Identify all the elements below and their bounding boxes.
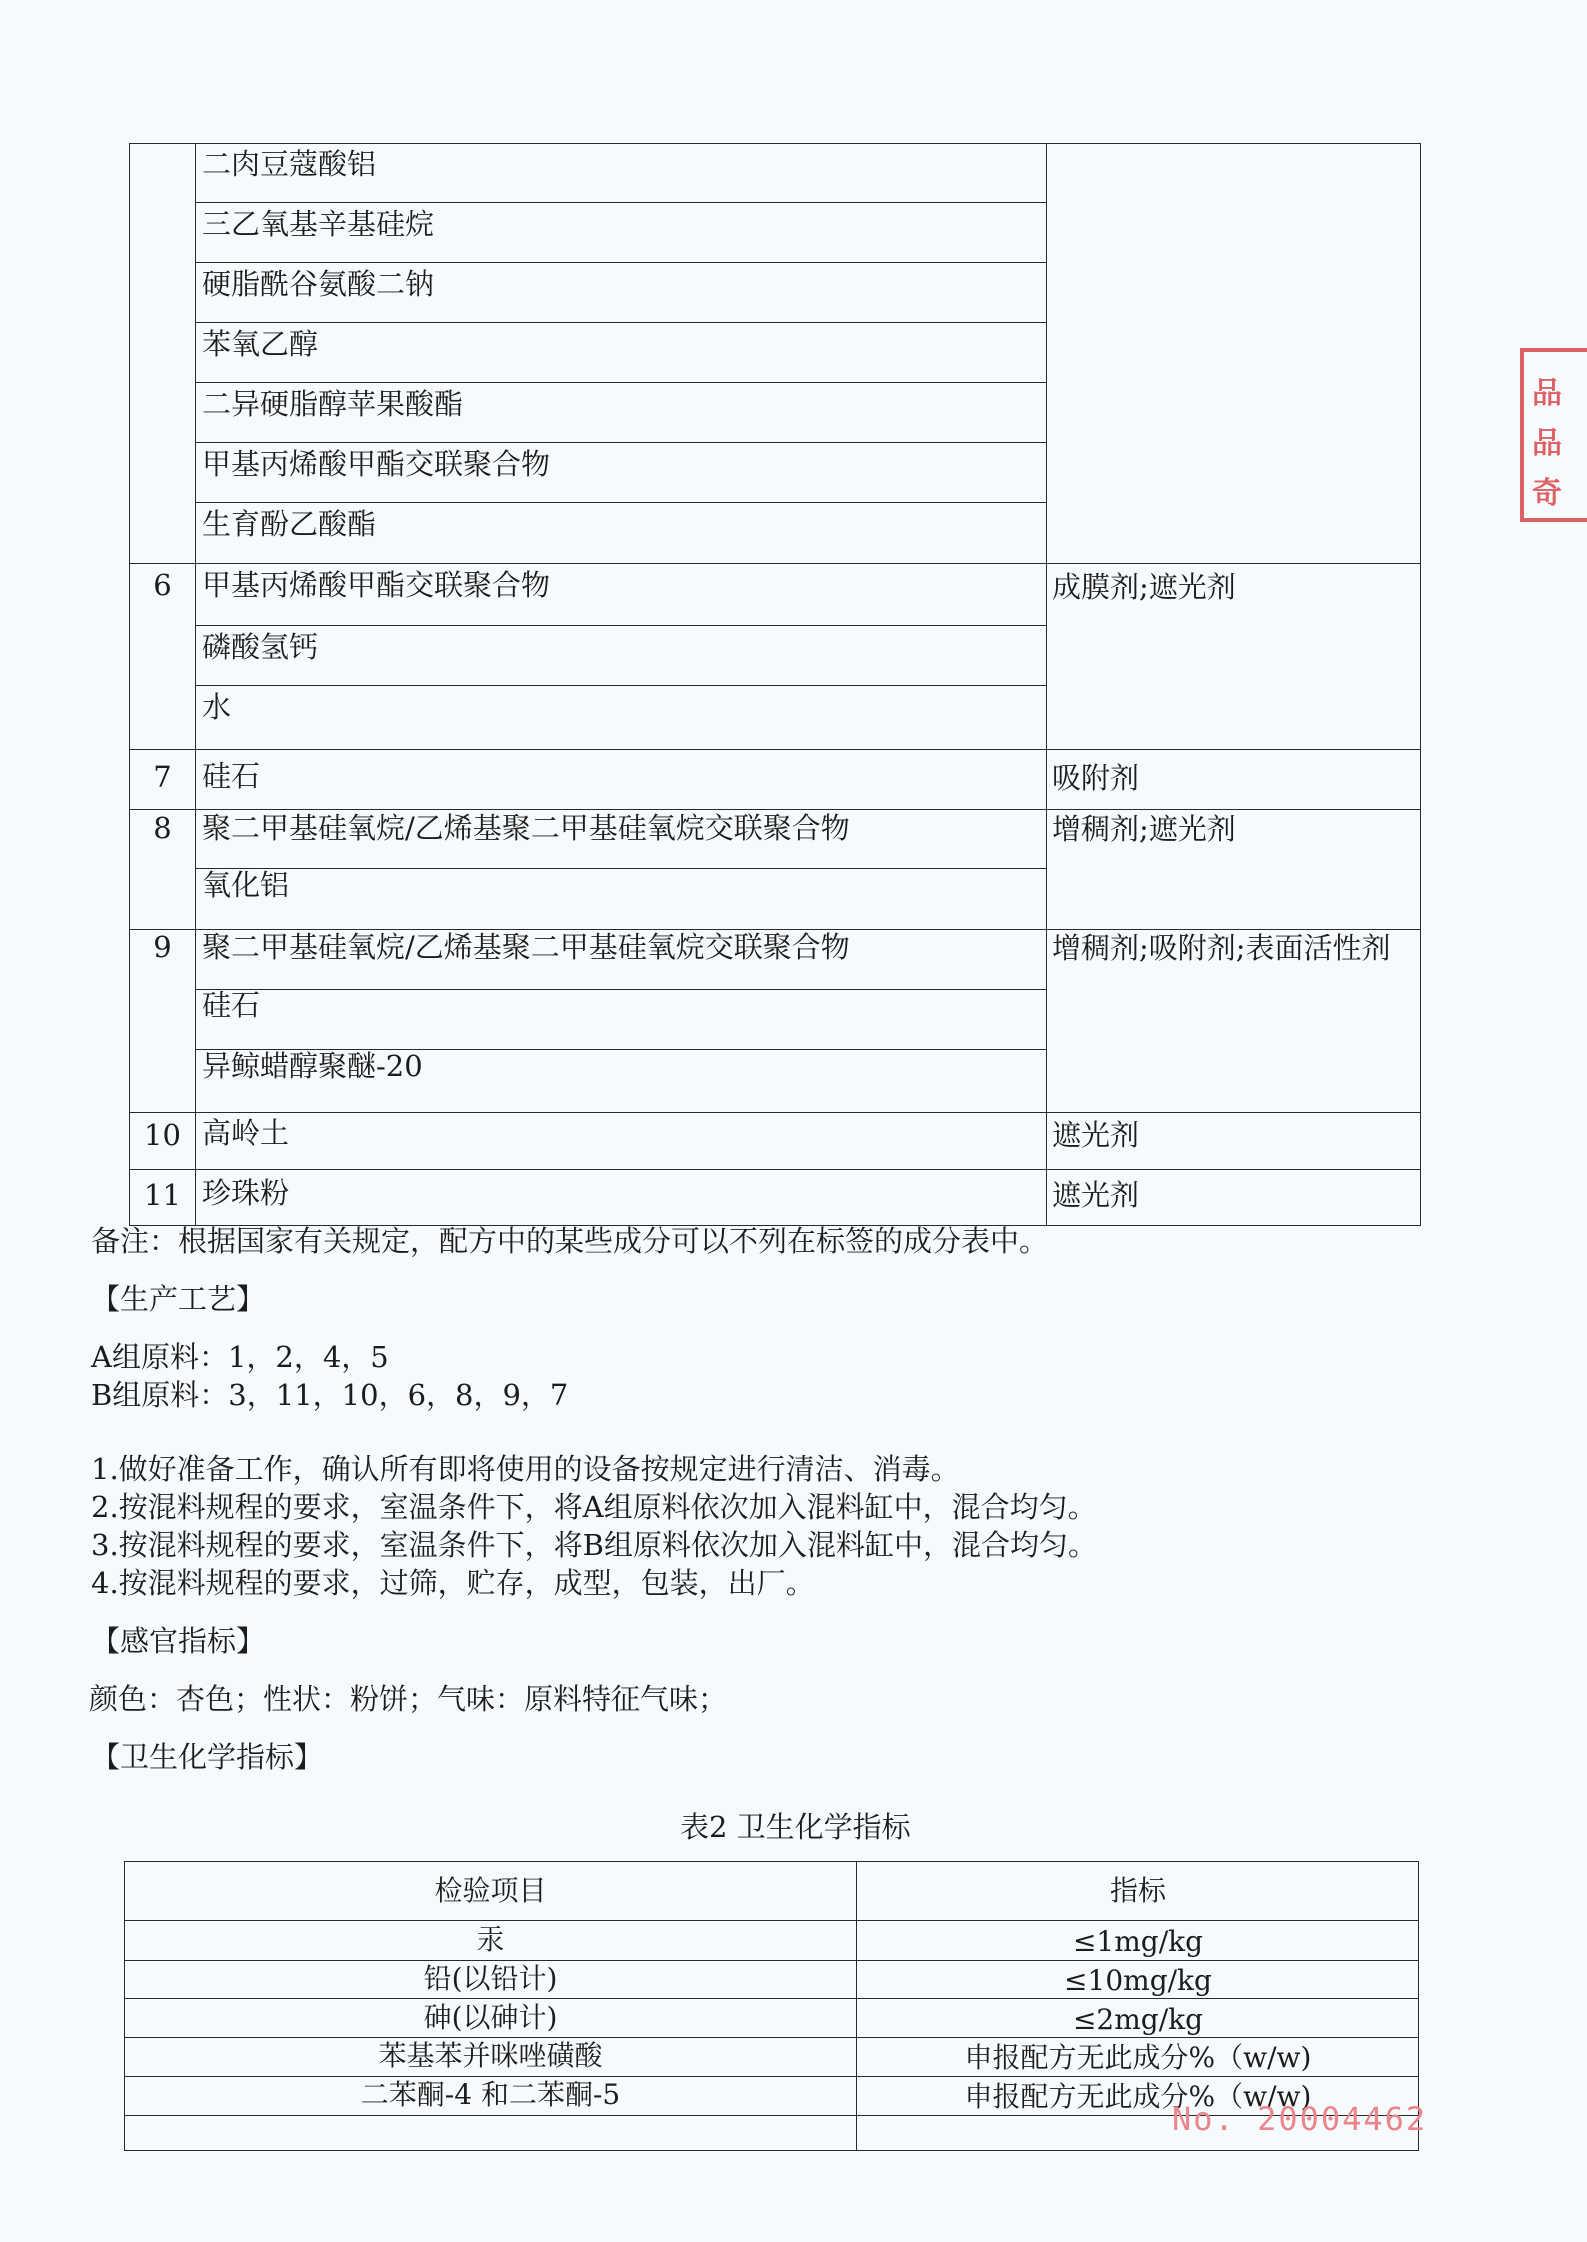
table-divider [195, 382, 1046, 383]
table-row-item: 铅(以铅计) [423, 1962, 558, 1995]
function-cell: 增稠剂;吸附剂;表面活性剂 [1052, 931, 1391, 965]
table-row-limit: ≤1mg/kg [1072, 1925, 1204, 1958]
table-divider [125, 1920, 1418, 1921]
formula-table [129, 143, 1421, 1226]
table-divider [1046, 144, 1047, 1225]
ingredient-cell: 二异硬脂醇苹果酸酯 [202, 387, 464, 421]
process-heading: 【生产工艺】 [91, 1282, 266, 1316]
table-row-limit: ≤10mg/kg [1064, 1964, 1212, 1997]
ingredient-cell: 氧化铝 [202, 868, 290, 902]
table2-title: 表2 卫生化学指标 [680, 1810, 911, 1844]
hygiene-heading: 【卫生化学指标】 [91, 1740, 324, 1774]
table-divider [856, 1862, 857, 2150]
process-step: 1.做好准备工作，确认所有即将使用的设备按规定进行清洁、消毒。 [91, 1452, 960, 1486]
function-cell: 增稠剂;遮光剂 [1052, 812, 1236, 846]
ingredient-cell: 硅石 [202, 988, 261, 1022]
function-cell: 遮光剂 [1052, 1178, 1140, 1212]
group-a-materials: A组原料：1，2，4，5 [91, 1340, 389, 1374]
table-divider [195, 868, 1046, 869]
ingredient-cell: 生育酚乙酸酯 [202, 507, 377, 541]
ingredient-cell: 磷酸氢钙 [202, 630, 319, 664]
function-cell: 遮光剂 [1052, 1118, 1140, 1152]
ingredient-cell: 聚二甲基硅氧烷/乙烯基聚二甲基硅氧烷交联聚合物 [202, 811, 850, 845]
group-b-materials: B组原料：3，11，10，6，8，9，7 [91, 1378, 569, 1412]
table-divider [195, 625, 1046, 626]
seal-char: 品 [1532, 426, 1562, 461]
row-number: 9 [153, 930, 172, 964]
row-number: 10 [144, 1118, 181, 1152]
ingredient-cell: 高岭土 [202, 1116, 290, 1150]
table-divider [195, 322, 1046, 323]
ingredient-cell: 二肉豆蔻酸铝 [202, 147, 377, 181]
table-note: 备注：根据国家有关规定，配方中的某些成分可以不列在标签的成分表中。 [91, 1224, 1049, 1258]
seal-stamp [1520, 348, 1587, 522]
table-divider [130, 1112, 1420, 1113]
ingredient-cell: 珍珠粉 [202, 1176, 290, 1210]
function-cell: 成膜剂;遮光剂 [1052, 570, 1236, 604]
table-row-limit: 申报配方无此成分%（w/w) [964, 2041, 1312, 2074]
table-header-item: 检验项目 [434, 1874, 547, 1907]
ingredient-cell: 异鲸蜡醇聚醚-20 [202, 1049, 423, 1083]
ingredient-cell: 苯氧乙醇 [202, 327, 319, 361]
table-divider [195, 685, 1046, 686]
table-divider [195, 442, 1046, 443]
table-divider [130, 563, 1420, 564]
ingredient-cell: 三乙氧基辛基硅烷 [202, 207, 435, 241]
table-divider [195, 262, 1046, 263]
process-step: 3.按混料规程的要求，室温条件下，将B组原料依次加入混料缸中，混合均匀。 [91, 1528, 1097, 1562]
sensory-text: 颜色：杏色；性状：粉饼；气味：原料特征气味； [89, 1682, 728, 1716]
table-divider [130, 749, 1420, 750]
serial-number: No. 20004462 [1172, 2100, 1428, 2138]
function-cell: 吸附剂 [1052, 761, 1140, 795]
row-number: 6 [153, 568, 172, 602]
table-divider [130, 1169, 1420, 1170]
sensory-heading: 【感官指标】 [91, 1624, 266, 1658]
row-number: 11 [144, 1178, 181, 1212]
table-row-item: 汞 [476, 1923, 505, 1956]
ingredient-cell: 硬脂酰谷氨酸二钠 [202, 267, 435, 301]
ingredient-cell: 水 [202, 690, 232, 724]
ingredient-cell: 甲基丙烯酸甲酯交联聚合物 [202, 568, 551, 602]
row-number: 8 [153, 811, 172, 845]
table-divider [195, 202, 1046, 203]
table-row-item: 砷(以砷计) [423, 2001, 558, 2034]
ingredient-cell: 甲基丙烯酸甲酯交联聚合物 [202, 447, 551, 481]
table-divider [195, 502, 1046, 503]
process-step: 4.按混料规程的要求，过筛，贮存，成型，包装，出厂。 [91, 1566, 815, 1600]
ingredient-cell: 硅石 [202, 759, 261, 793]
ingredient-cell: 聚二甲基硅氧烷/乙烯基聚二甲基硅氧烷交联聚合物 [202, 930, 850, 964]
process-step: 2.按混料规程的要求，室温条件下，将A组原料依次加入混料缸中，混合均匀。 [91, 1490, 1097, 1524]
table-header-limit: 指标 [1109, 1874, 1166, 1907]
table-divider [195, 989, 1046, 990]
seal-char: 奇 [1532, 476, 1562, 511]
table-row-limit: 申报配方无此成分%（w/w) [964, 2080, 1312, 2113]
table-row-limit: ≤2mg/kg [1072, 2003, 1204, 2036]
seal-char: 品 [1532, 376, 1562, 411]
table-row-item: 苯基苯并咪唑磺酸 [378, 2039, 603, 2072]
row-number: 7 [153, 760, 172, 794]
table-row-item: 二苯酮-4 和二苯酮-5 [360, 2078, 621, 2111]
